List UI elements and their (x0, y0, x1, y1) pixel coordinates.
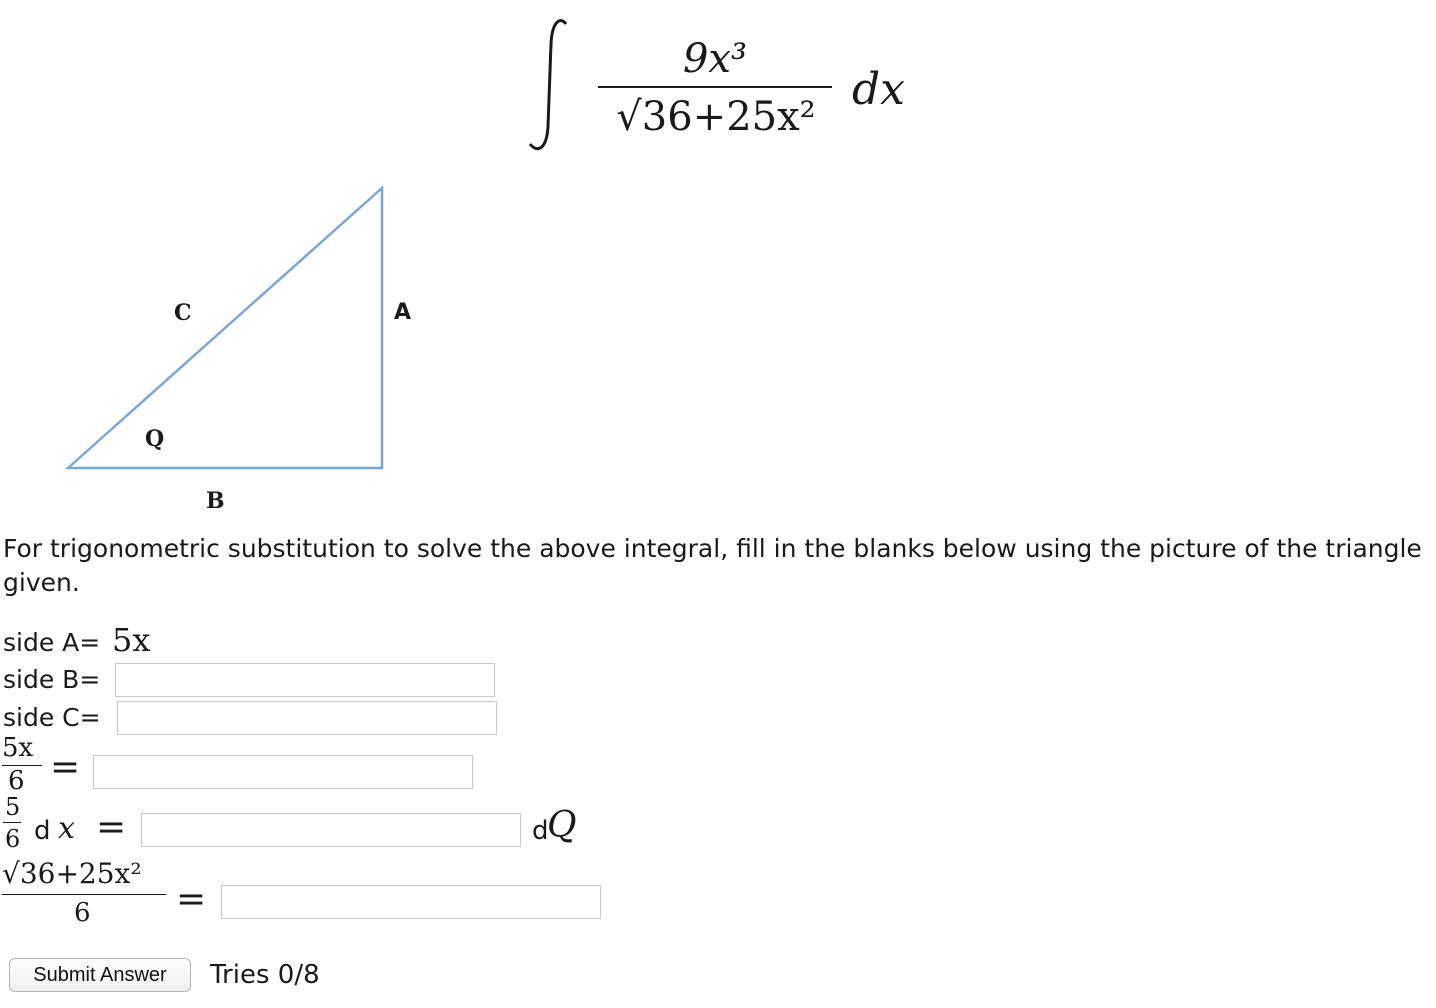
sqrt-denominator: 6 (74, 898, 91, 928)
dx-var: x (58, 811, 75, 846)
ratio-denominator: 6 (8, 766, 25, 796)
triangle-label-b: B (206, 488, 225, 514)
sqrt-numerator: √36+25x² (2, 857, 142, 890)
dq-var: Q (547, 805, 577, 846)
dx-equals: = (96, 807, 127, 848)
side-b-label: side B= (3, 665, 101, 694)
sqrt-equals: = (176, 879, 207, 920)
ratio-numerator: 5x (2, 733, 34, 763)
dx-d: d (34, 816, 51, 846)
submit-answer-button[interactable]: Submit Answer (9, 958, 191, 992)
integral-numerator: 9x³ (682, 36, 748, 82)
tries-counter: Tries 0/8 (210, 960, 320, 990)
ratio-equals: = (50, 747, 81, 788)
dx-coef-numerator: 5 (5, 793, 21, 821)
sqrt-input[interactable] (221, 885, 601, 919)
side-a-label: side A= (3, 628, 101, 657)
side-a-value: 5x (112, 621, 151, 659)
ratio-input[interactable] (93, 755, 473, 789)
triangle-label-a: A (394, 300, 412, 325)
side-c-label: side C= (3, 703, 101, 732)
dx-coef-denominator: 6 (5, 825, 21, 853)
side-b-input[interactable] (115, 663, 495, 697)
dq-d: d (532, 816, 549, 846)
triangle-label-q: Q (145, 426, 165, 452)
integral-sign (520, 14, 580, 154)
triangle-label-c: C (174, 300, 192, 326)
dx-input[interactable] (141, 813, 521, 847)
integral-differential: dx (852, 64, 905, 115)
side-c-input[interactable] (117, 701, 497, 735)
triangle-shape (60, 180, 400, 480)
question-prompt: For trigonometric substitution to solve the above integral, fill in the blanks below using the picture of the triangle given. (3, 534, 1422, 597)
integral-denominator: √36+25x² (616, 94, 816, 140)
